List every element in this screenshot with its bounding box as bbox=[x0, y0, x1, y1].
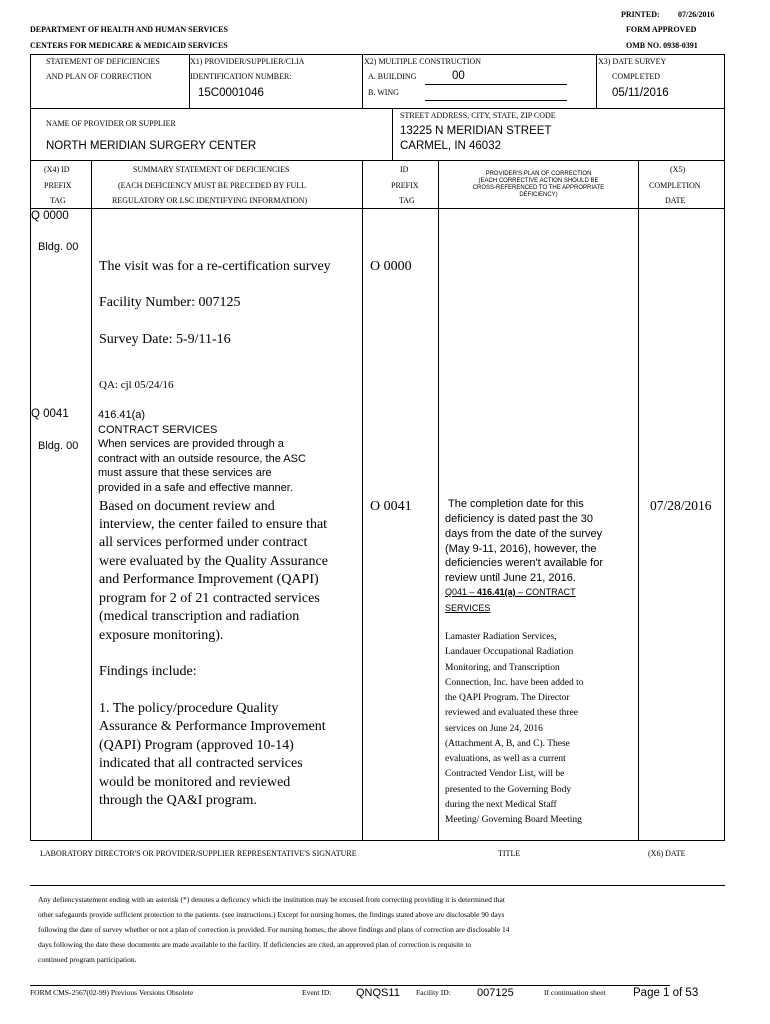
finding-detail: 1. The policy/procedure Quality bbox=[99, 701, 279, 716]
plan-header-4: DEFICIENCY) bbox=[519, 192, 558, 198]
table-row-divider bbox=[30, 160, 725, 161]
date-survey-label: X3) DATE SURVEY bbox=[598, 57, 667, 66]
provider-name: NORTH MERIDIAN SURGERY CENTER bbox=[46, 140, 257, 152]
footnote-line: Any defiencystatement ending with an asterisk (*) denotes a deficency which the institution may be excused from correcting providing it is determined that bbox=[38, 895, 505, 904]
page-number: Page 1 of 53 bbox=[633, 987, 699, 999]
correction-text: (May 9-11, 2016), however, the bbox=[445, 543, 597, 555]
table-top-border bbox=[30, 54, 725, 55]
reference-prefix: Q041 – bbox=[445, 587, 478, 597]
correction-detail: during the next Medical Staff bbox=[445, 800, 557, 810]
correction-detail: reviewed and evaluated these three bbox=[445, 708, 578, 718]
correction-detail: services on June 24, 2016 bbox=[445, 724, 543, 734]
finding-detail: (QAPI) Program (approved 10-14) bbox=[99, 738, 294, 753]
centers-title: CENTERS FOR MEDICARE & MEDICAID SERVICES bbox=[30, 41, 228, 50]
regulation-text: When services are provided through a bbox=[98, 438, 284, 450]
correction-text: days from the date of the survey bbox=[445, 528, 603, 540]
col-divider bbox=[638, 160, 639, 840]
summary-header-2: (EACH DEFICIENCY MUST BE PRECEDED BY FULL bbox=[118, 181, 307, 190]
reference-suffix: – CONTRACT bbox=[515, 587, 576, 597]
correction-reference bbox=[445, 587, 576, 597]
finding-text: interview, the center failed to ensure that bbox=[99, 517, 328, 532]
address-label: STREET ADDRESS, CITY, STATE, ZIP CODE bbox=[400, 111, 556, 120]
reference-code: 416.41(a) bbox=[477, 587, 516, 597]
footnote-line: other safegaurds provide sufficient protection to the patients. (see instructions.) Except for nursing homes, the findings stated above are disclosable 90 days bbox=[38, 910, 505, 919]
finding-detail: through the QA&I program. bbox=[99, 793, 257, 808]
footnote-line: continued program participation. bbox=[38, 955, 137, 964]
findings-include: Findings include: bbox=[99, 664, 197, 679]
survey-date-value: 05/11/2016 bbox=[612, 87, 669, 99]
correction-detail: evaluations, as well as a current bbox=[445, 754, 566, 764]
regulation-text: provided in a safe and effective manner. bbox=[98, 482, 293, 494]
correction-detail: Landauer Occupational Radiation bbox=[445, 647, 574, 657]
statement-label: STATEMENT OF DEFICIENCIES bbox=[46, 57, 160, 66]
building-underline bbox=[425, 84, 567, 85]
plan-header: PROVIDER'S PLAN OF CORRECTION bbox=[485, 171, 592, 177]
finding-text: and Performance Improvement (QAPI) bbox=[99, 572, 319, 587]
wing-label: B. WING bbox=[368, 88, 399, 97]
building-tag: Bldg. 00 bbox=[38, 440, 79, 452]
building-label: A. BUILDING bbox=[368, 72, 417, 81]
x5-header-3: DATE bbox=[665, 196, 686, 205]
finding-text: Based on document review and bbox=[99, 499, 275, 514]
correction-detail: Contracted Vendor List, will be bbox=[445, 769, 565, 779]
regulation-title: CONTRACT SERVICES bbox=[98, 424, 218, 436]
event-id-label: Event ID: bbox=[302, 988, 332, 997]
regulation-code: 416.41(a) bbox=[98, 409, 146, 421]
table-row-divider bbox=[30, 208, 725, 209]
col-divider bbox=[392, 108, 393, 160]
statement-label-2: AND PLAN OF CORRECTION bbox=[46, 72, 152, 81]
finding-text: program for 2 of 21 contracted services bbox=[99, 591, 320, 606]
x5-header: (X5) bbox=[670, 165, 686, 174]
finding-detail: indicated that all contracted services bbox=[99, 756, 303, 771]
address-line-2: CARMEL, IN 46032 bbox=[400, 140, 501, 152]
x5-header-2: COMPLETION bbox=[649, 181, 701, 190]
survey-date: Survey Date: 5-9/11-16 bbox=[99, 332, 231, 347]
correction-detail: the QAPI Program. The Director bbox=[445, 693, 570, 703]
finding-detail: would be monitored and reviewed bbox=[99, 775, 291, 790]
director-signature-label: LABORATORY DIRECTOR'S OR PROVIDER/SUPPLIER REPRESENTATIVE'S SIGNATURE bbox=[40, 849, 357, 858]
correction-text: review until June 21, 2016. bbox=[445, 572, 576, 584]
x4-header-2: PREFIX bbox=[44, 181, 72, 190]
finding-text: all services performed under contract bbox=[99, 535, 308, 550]
provider-id-label-2: IDENTIFICATION NUMBER: bbox=[190, 72, 292, 81]
completion-date: 07/28/2016 bbox=[650, 498, 712, 513]
finding-text: were evaluated by the Quality Assurance bbox=[99, 554, 328, 569]
footnote-line: days following the date these documents are made available to the facility. If deficiencies are cited, an approved plan of correction is requisite to bbox=[38, 940, 472, 949]
id-header-2: PREFIX bbox=[391, 181, 419, 190]
plan-header-3: CROSS-REFERENCED TO THE APPROPRIATE bbox=[472, 185, 605, 191]
correction-detail: Monitoring, and Transcription bbox=[445, 663, 560, 673]
regulation-text: contract with an outside resource, the ASC bbox=[98, 453, 306, 465]
finding-detail: Assurance & Performance Improvement bbox=[99, 719, 326, 734]
correction-detail: Meeting/ Governing Board Meeting bbox=[445, 815, 582, 825]
completed-label: COMPLETED bbox=[612, 72, 660, 81]
continuation-label: If continuation sheet bbox=[544, 988, 606, 997]
footer-divider bbox=[30, 985, 670, 986]
department-title: DEPARTMENT OF HEALTH AND HUMAN SERVICES bbox=[30, 25, 228, 34]
building-value: 00 bbox=[452, 70, 465, 82]
event-id-value: QNQS11 bbox=[356, 987, 400, 999]
form-number: FORM CMS-2567(02-99) Previous Versions Obsolete bbox=[30, 988, 194, 997]
id-header: ID bbox=[400, 165, 409, 174]
col-divider bbox=[438, 160, 439, 840]
facility-id-label: Facility ID: bbox=[416, 988, 451, 997]
x4-header-3: TAG bbox=[50, 196, 66, 205]
qa-note: QA: cjl 05/24/16 bbox=[99, 379, 174, 391]
provider-name-label: NAME OF PROVIDER OR SUPPLIER bbox=[46, 119, 176, 128]
x6-date-label: (X6) DATE bbox=[648, 849, 686, 858]
provider-id-value: 15C0001046 bbox=[198, 87, 264, 99]
title-label: TITLE bbox=[498, 849, 521, 858]
correction-detail: (Attachment A, B, and C). These bbox=[445, 739, 570, 749]
table-right-border bbox=[724, 54, 725, 841]
summary-header: SUMMARY STATEMENT OF DEFICIENCIES bbox=[133, 165, 290, 174]
correction-detail: presented to the Governing Body bbox=[445, 785, 572, 795]
provider-id-label: X1) PROVIDER/SUPPLIER/CLIA bbox=[190, 57, 305, 66]
summary-header-3: REGULATORY OR LSC IDENTIFYING INFORMATION) bbox=[112, 196, 308, 205]
correction-text: The completion date for this bbox=[448, 498, 584, 510]
building-tag: Bldg. 00 bbox=[38, 241, 79, 253]
signature-divider bbox=[30, 885, 725, 886]
id-prefix-tag: O 0000 bbox=[370, 259, 412, 274]
prefix-tag: Q 0000 bbox=[31, 210, 69, 222]
col-divider bbox=[362, 54, 363, 108]
id-prefix-tag: O 0041 bbox=[370, 499, 412, 514]
x4-header: (X4) ID bbox=[44, 165, 70, 174]
prefix-tag: Q 0041 bbox=[31, 408, 69, 420]
printed-label: PRINTED: bbox=[621, 10, 660, 19]
printed-date: 07/26/2016 bbox=[678, 10, 715, 19]
multiple-construction-label: X2) MULTIPLE CONSTRUCTION bbox=[364, 57, 482, 66]
footnote-line: following the date of survey whether or not a plan of correction is provided. For nursing homes, the above findings and plans of correction are disclosable 14 bbox=[38, 925, 510, 934]
correction-reference-2: SERVICES bbox=[445, 603, 491, 613]
correction-detail: Connection, Inc. have been added to bbox=[445, 678, 584, 688]
correction-text: deficiency is dated past the 30 bbox=[445, 513, 593, 525]
facility-number: Facility Number: 007125 bbox=[99, 295, 241, 310]
form-approved: FORM APPROVED bbox=[626, 25, 697, 34]
id-header-3: TAG bbox=[399, 196, 415, 205]
survey-intro: The visit was for a re-certification survey bbox=[99, 259, 331, 274]
omb-number: OMB NO. 0938-0391 bbox=[626, 41, 698, 50]
col-divider bbox=[596, 54, 597, 108]
col-divider bbox=[91, 160, 92, 840]
table-left-border bbox=[30, 54, 31, 841]
correction-text: deficiencies weren't available for bbox=[445, 557, 604, 569]
wing-underline bbox=[425, 100, 567, 101]
col-divider bbox=[362, 160, 363, 840]
plan-header-2: (EACH CORRECTIVE ACTION SHOULD BE bbox=[478, 178, 599, 184]
table-bottom-border bbox=[30, 840, 725, 841]
regulation-text: must assure that these services are bbox=[98, 467, 272, 479]
finding-text: exposure monitoring). bbox=[99, 628, 224, 643]
table-row-divider bbox=[30, 108, 725, 109]
correction-detail: Lamaster Radiation Services, bbox=[445, 632, 557, 642]
facility-id-value: 007125 bbox=[477, 987, 514, 999]
address-line-1: 13225 N MERIDIAN STREET bbox=[400, 125, 552, 137]
finding-text: (medical transcription and radiation bbox=[99, 609, 300, 624]
